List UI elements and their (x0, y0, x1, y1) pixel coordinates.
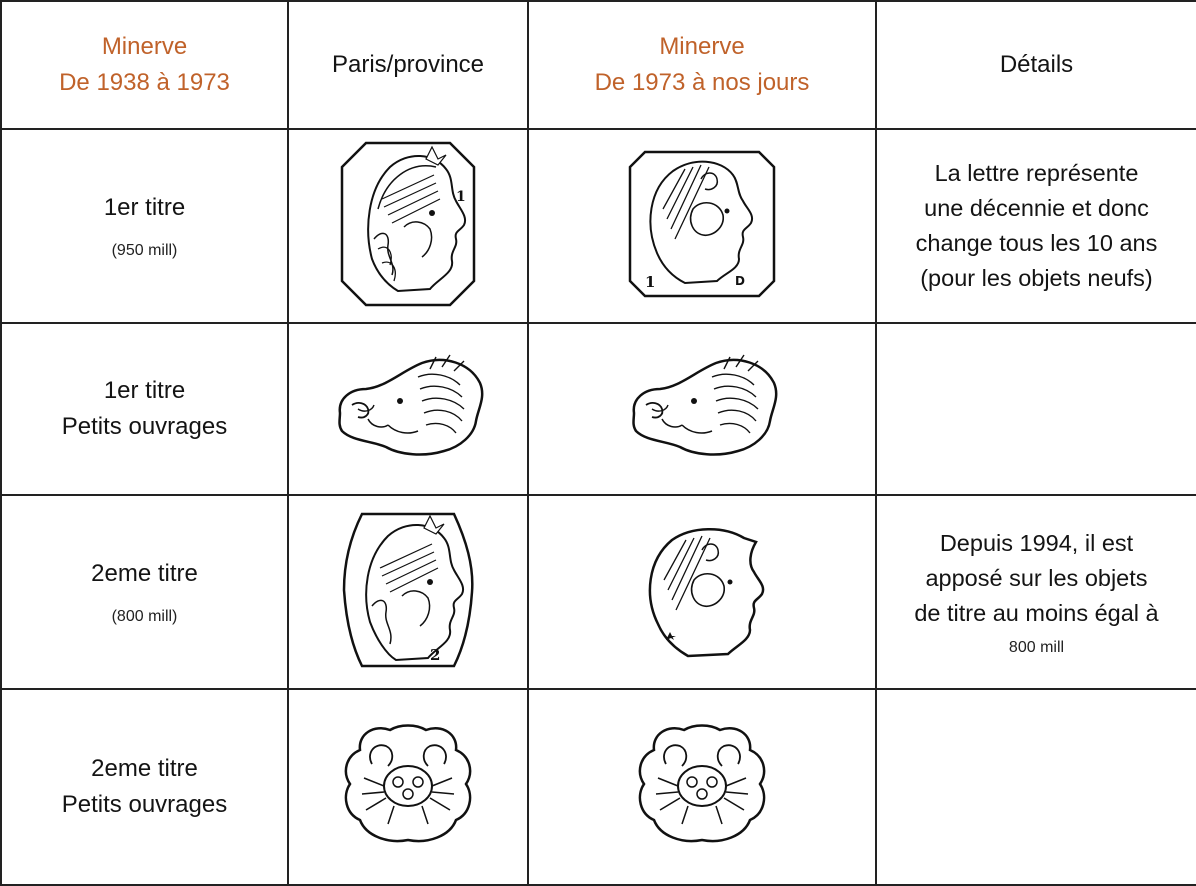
mark-letter: D (735, 273, 745, 288)
row-subtitle: (800 mill) (111, 608, 178, 625)
details-line: La lettre représente (934, 160, 1139, 186)
row-subtitle: (950 mill) (111, 242, 178, 259)
row-label-cell (1, 689, 288, 885)
details-text (877, 156, 1196, 296)
details-cell (876, 495, 1196, 689)
row-title: 2eme titre (91, 560, 198, 587)
row-label-cell (1, 495, 288, 689)
row-subtitle: Petits ouvrages (61, 413, 228, 440)
table-row (1, 129, 1196, 323)
row-label-cell (1, 129, 288, 323)
header-minerve-label-2: Minerve (659, 33, 745, 60)
table-row (1, 323, 1196, 495)
details-text (877, 526, 1196, 659)
header-minerve-label: Minerve (101, 33, 188, 60)
mark-number: 1 (645, 272, 656, 291)
row-label-cell (1, 323, 288, 495)
mark-cell-new (528, 495, 876, 689)
details-line: de titre au moins égal à (914, 599, 1159, 626)
mark-cell-old (288, 129, 528, 323)
header-cell-paris-province (288, 1, 528, 129)
mark-cell-new (528, 323, 876, 495)
minerva-head-octagon-icon (338, 139, 478, 309)
minerva-head-new-2-icon (632, 520, 772, 660)
details-cell (876, 129, 1196, 323)
details-small: 800 mill (1008, 638, 1065, 656)
header-paris-province: Paris/province (331, 51, 485, 78)
crab-icon (632, 720, 772, 850)
mark-cell-old (288, 689, 528, 885)
mark-cell-old (288, 323, 528, 495)
details-line: change tous les 10 ans (915, 230, 1158, 256)
details-cell-empty (876, 323, 1196, 495)
minerva-head-2-icon (340, 510, 476, 670)
crab-icon (338, 720, 478, 850)
header-cell-minerve-1973 (528, 1, 876, 129)
table-row (1, 495, 1196, 689)
row-title: 2eme titre (91, 755, 198, 782)
table-header-row (1, 1, 1196, 129)
row-title: 1er titre (103, 377, 186, 404)
header-period-1973: De 1973 à nos jours (594, 69, 810, 96)
row-subtitle: Petits ouvrages (61, 791, 228, 818)
details-cell-empty (876, 689, 1196, 885)
row-title: 1er titre (103, 194, 186, 221)
header-cell-minerve-1938 (1, 1, 288, 129)
mark-cell-old (288, 495, 528, 689)
minerva-head-new-icon (627, 149, 777, 299)
details-line: Depuis 1994, il est (939, 529, 1134, 556)
header-cell-details (876, 1, 1196, 129)
details-line: une décennie et donc (924, 195, 1149, 221)
details-line: (pour les objets neufs) (920, 265, 1153, 291)
header-period-1938: De 1938 à 1973 (59, 69, 230, 96)
table-row (1, 689, 1196, 885)
boar-head-icon (622, 349, 782, 464)
mark-cell-new (528, 689, 876, 885)
mark-number: 1 (456, 188, 466, 205)
mark-cell-new (528, 129, 876, 323)
boar-head-icon (328, 349, 488, 464)
mark-number: 2 (430, 645, 441, 664)
header-details: Détails (999, 51, 1074, 78)
details-line: apposé sur les objets (925, 564, 1148, 591)
